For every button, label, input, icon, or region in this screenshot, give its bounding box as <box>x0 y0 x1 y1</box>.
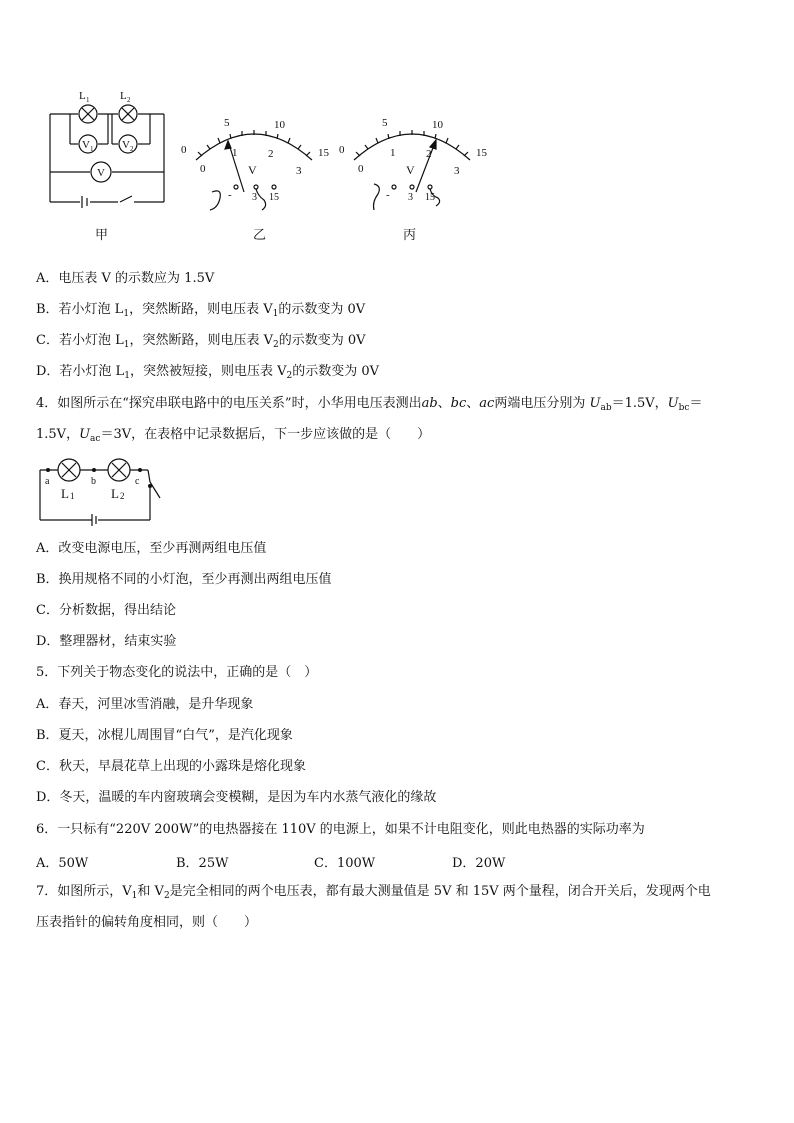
q4-option-d: D．整理器材，结束实验 <box>36 634 177 649</box>
v1-sub: 1 <box>90 145 94 153</box>
caption-bing: 丙 <box>403 228 417 243</box>
q3-option-a: A．电压表 V 的示数应为 1.5V <box>36 271 215 286</box>
dial-yi-inner-3: 3 <box>296 165 302 177</box>
q4-point-c: c <box>135 476 140 487</box>
circuit-diagram-q4 <box>36 454 168 526</box>
q6-option-d: D．20W <box>452 856 506 871</box>
q7-l1b: 和 V <box>137 884 164 899</box>
dial-yi-outer-15: 15 <box>318 147 329 159</box>
q4-lamp2-label: L <box>111 486 119 501</box>
dial-bing-outer-0: 0 <box>339 144 345 156</box>
q4-u2-eq: ＝ <box>689 396 703 411</box>
q4-ab: ab <box>421 396 438 411</box>
dial-yi-outer-5: 5 <box>224 117 230 129</box>
dial-bing-inner-2: 2 <box>426 148 432 160</box>
dial-bing-unit: V <box>406 163 415 177</box>
dial-bing-terminal-15: 15 <box>425 192 435 203</box>
q7-stem-line2: 压表指针的偏转角度相同，则（ ） <box>36 915 258 930</box>
dial-bing-outer-5: 5 <box>382 117 388 129</box>
caption-yi: 乙 <box>253 228 267 243</box>
q4-u1-val: ＝1.5V， <box>611 396 668 411</box>
q3-c-sub: 1 <box>123 340 130 350</box>
q3-option-c <box>36 332 366 350</box>
circuit-diagram-jia <box>40 84 180 212</box>
dial-yi-outer-0: 0 <box>181 144 187 156</box>
dial-yi-terminal-neg: - <box>228 189 232 201</box>
v2-sub: 2 <box>130 145 134 153</box>
q3-d-mid: ，突然被短接，则电压表 V <box>129 364 287 379</box>
q3-d-sub2: 2 <box>286 371 293 381</box>
lamp2-sub: 2 <box>127 96 131 104</box>
q3-c-post: 的示数变为 0V <box>278 333 366 348</box>
q4-u1-sub: ab <box>600 403 612 413</box>
q4-u2: U <box>667 396 679 411</box>
q5-option-c: C．秋天，早晨花草上出现的小露珠是熔化现象 <box>36 759 306 774</box>
dial-bing-inner-1: 1 <box>390 147 396 159</box>
dial-yi-terminal-15: 15 <box>269 192 279 203</box>
q4-ac: ac <box>479 396 495 411</box>
dial-yi-unit: V <box>248 163 257 177</box>
q5-option-d: D．冬天，温暖的车内窗玻璃会变模糊，是因为车内水蒸气液化的缘故 <box>36 790 437 805</box>
q7-sub2: 2 <box>163 891 170 901</box>
q4-point-a: a <box>45 476 50 487</box>
lamp1-sub: 1 <box>86 96 90 104</box>
q4-u1: U <box>589 396 601 411</box>
dial-yi-terminal-3: 3 <box>252 192 257 203</box>
q4-option-b: B．换用规格不同的小灯泡，至少再测出两组电压值 <box>36 572 332 587</box>
q3-d-sub: 1 <box>124 371 130 381</box>
v-label: V <box>97 167 105 179</box>
q4-option-a: A．改变电源电压，至少再测两组电压值 <box>36 541 267 556</box>
lamp2-label: L <box>120 90 127 102</box>
dial-yi-inner-1: 1 <box>232 147 238 159</box>
q3-c-sub2: 2 <box>272 340 279 350</box>
q3-option-d <box>36 363 379 381</box>
q3-b-mid: ，突然断路，则电压表 V <box>129 302 273 317</box>
q7-sub1: 1 <box>131 891 138 901</box>
lamp1-label: L <box>79 90 86 102</box>
q7-l1c: 是完全相同的两个电压表，都有最大测量值是 5V 和 15V 两个量程，闭合开关后，发现两个电 <box>169 884 711 899</box>
q7-stem-line1 <box>36 883 711 901</box>
q4-u2-sub: bc <box>678 403 690 413</box>
q4-l2b: ＝3V，在表格中记录数据后，下一步应该做的是（ ） <box>100 427 431 442</box>
dial-bing-terminal-3: 3 <box>408 192 413 203</box>
q4-sep2: 、 <box>466 396 480 411</box>
q4-u3: U <box>79 427 91 442</box>
q4-point-b: b <box>91 476 96 487</box>
q4-bc: bc <box>450 396 467 411</box>
q4-stem-line2 <box>36 426 430 444</box>
q6-option-a: A．50W <box>36 856 89 871</box>
q3-b-sub2: 1 <box>272 309 279 319</box>
q4-u3-sub: ac <box>90 434 101 444</box>
q4-l2a: 1.5V， <box>36 427 80 442</box>
q4-l1a: 4．如图所示在“探究串联电路中的电压关系”时，小华用电压表测出 <box>36 396 422 411</box>
q7-l1a: 7．如图所示，V <box>36 884 132 899</box>
dial-bing-inner-3: 3 <box>454 165 460 177</box>
q3-b-pre: B．若小灯泡 L <box>36 302 124 317</box>
q5-option-b: B．夏天，冰棍儿周围冒“白气”，是汽化现象 <box>36 728 293 743</box>
v1-label: V <box>82 139 90 151</box>
q6-option-c: C．100W <box>314 856 376 871</box>
q5-option-a: A．春天，河里冰雪消融，是升华现象 <box>36 697 254 712</box>
q3-d-post: 的示数变为 0V <box>292 364 379 379</box>
v2-label: V <box>122 139 130 151</box>
q3-option-b <box>36 301 365 319</box>
q3-d-pre: D．若小灯泡 L <box>36 364 125 379</box>
q6-option-b: B．25W <box>176 856 229 871</box>
q3-b-post: 的示数变为 0V <box>278 302 366 317</box>
voltmeter-dial-bing <box>334 112 494 216</box>
dial-yi-inner-0: 0 <box>200 163 206 175</box>
q4-lamp1-label: L <box>61 486 69 501</box>
q4-sep1: 、 <box>437 396 451 411</box>
q3-c-pre: C．若小灯泡 L <box>36 333 124 348</box>
dial-bing-terminal-neg: - <box>386 189 390 201</box>
q4-lamp2-sub: 2 <box>120 491 125 501</box>
q3-b-sub: 1 <box>123 309 130 319</box>
q4-lamp1-sub: 1 <box>70 491 75 501</box>
q5-stem: 5．下列关于物态变化的说法中，正确的是（ ） <box>36 665 318 680</box>
voltmeter-dial-yi <box>176 112 336 216</box>
dial-yi-outer-10: 10 <box>274 119 285 131</box>
caption-jia: 甲 <box>95 228 109 243</box>
q4-l1b: 两端电压分别为 <box>494 396 586 411</box>
q4-option-c: C．分析数据，得出结论 <box>36 603 176 618</box>
dial-bing-outer-10: 10 <box>432 119 443 131</box>
dial-bing-inner-0: 0 <box>358 163 364 175</box>
dial-yi-inner-2: 2 <box>268 148 274 160</box>
dial-bing-outer-15: 15 <box>476 147 487 159</box>
q6-stem: 6．一只标有“220V 200W”的电热器接在 110V 的电源上，如果不计电阻变化，则此电热器的实际功率为 <box>36 822 645 837</box>
q4-stem-line1 <box>36 395 702 413</box>
q3-c-mid: ，突然断路，则电压表 V <box>129 333 273 348</box>
